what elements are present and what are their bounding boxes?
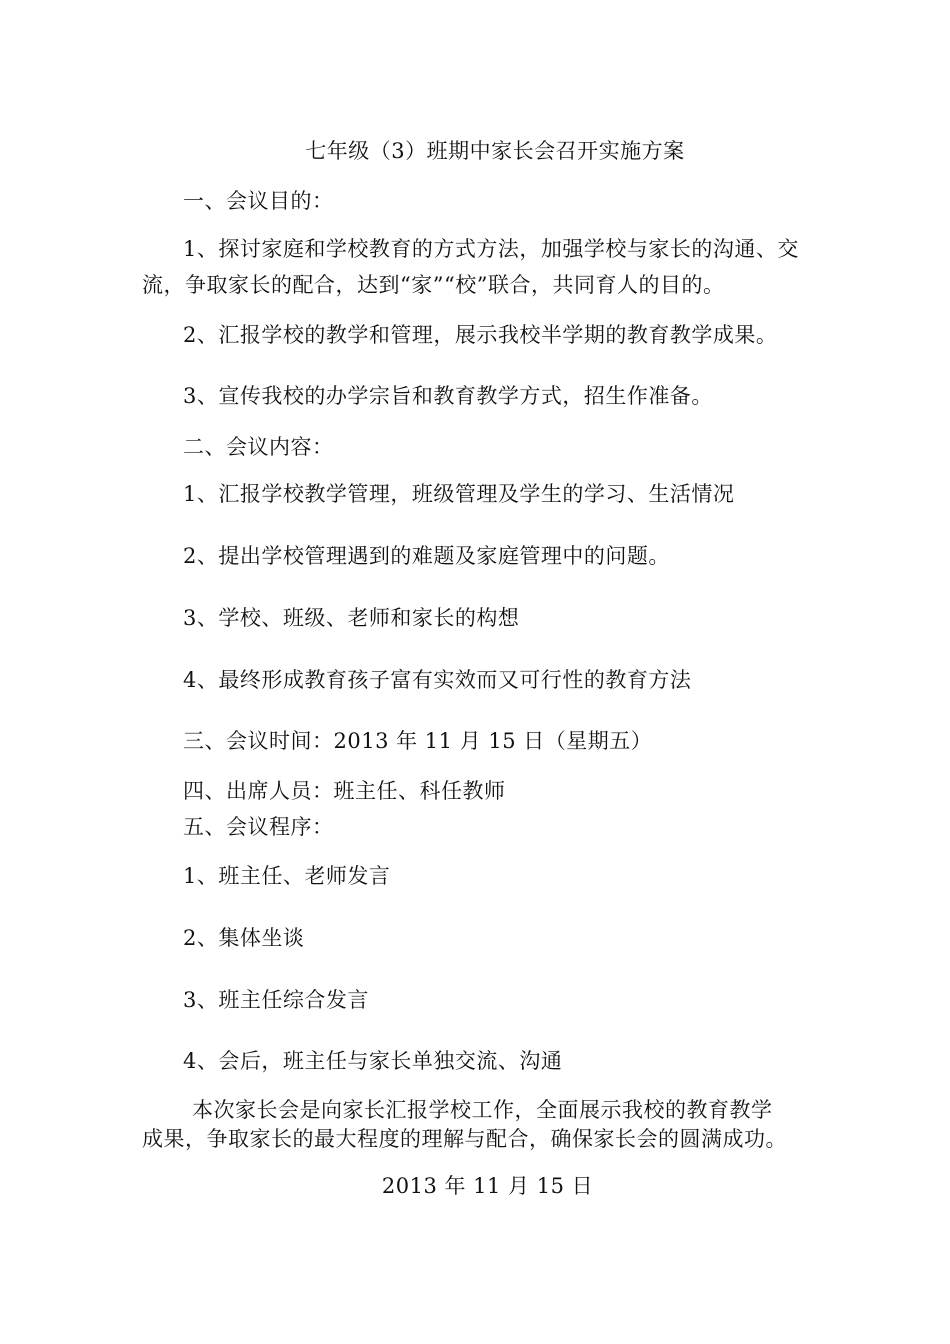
section5-heading: 五、会议程序： [183, 815, 334, 839]
section2-item1: 1、汇报学校教学管理，班级管理及学生的学习、生活情况 [183, 482, 735, 506]
section1-heading: 一、会议目的： [183, 189, 334, 213]
section2-item2: 2、提出学校管理遇到的难题及家庭管理中的问题。 [183, 544, 670, 568]
section2-heading: 二、会议内容： [183, 435, 334, 459]
section1-item3: 3、宣传我校的办学宗旨和教育教学方式，招生作准备。 [183, 384, 713, 408]
section4-heading: 四、出席人员：班主任、科任教师 [183, 779, 506, 803]
document-date: 2013 年 11 月 15 日 [381, 1174, 594, 1198]
closing-line1: 本次家长会是向家长汇报学校工作，全面展示我校的教育教学 [192, 1098, 773, 1122]
section5-item1: 1、班主任、老师发言 [183, 864, 391, 888]
section2-item4: 4、最终形成教育孩子富有实效而又可行性的教育方法 [183, 668, 692, 692]
section2-item3: 3、学校、班级、老师和家长的构想 [183, 606, 520, 630]
section1-item1-line1: 1、探讨家庭和学校教育的方式方法，加强学校与家长的沟通、交 [183, 237, 799, 261]
section1-item2: 2、汇报学校的教学和管理，展示我校半学期的教育教学成果。 [183, 323, 778, 347]
section5-item4: 4、会后，班主任与家长单独交流、沟通 [183, 1049, 563, 1073]
document-title: 七年级（3）班期中家长会召开实施方案 [305, 139, 685, 163]
closing-line2: 成果，争取家长的最大程度的理解与配合，确保家长会的圆满成功。 [142, 1127, 787, 1151]
section3-heading: 三、会议时间：2013 年 11 月 15 日（星期五） [183, 729, 653, 753]
section5-item2: 2、集体坐谈 [183, 926, 305, 950]
section5-item3: 3、班主任综合发言 [183, 988, 369, 1012]
section1-item1-line2: 流，争取家长的配合，达到“家”“校”联合，共同育人的目的。 [142, 273, 725, 297]
